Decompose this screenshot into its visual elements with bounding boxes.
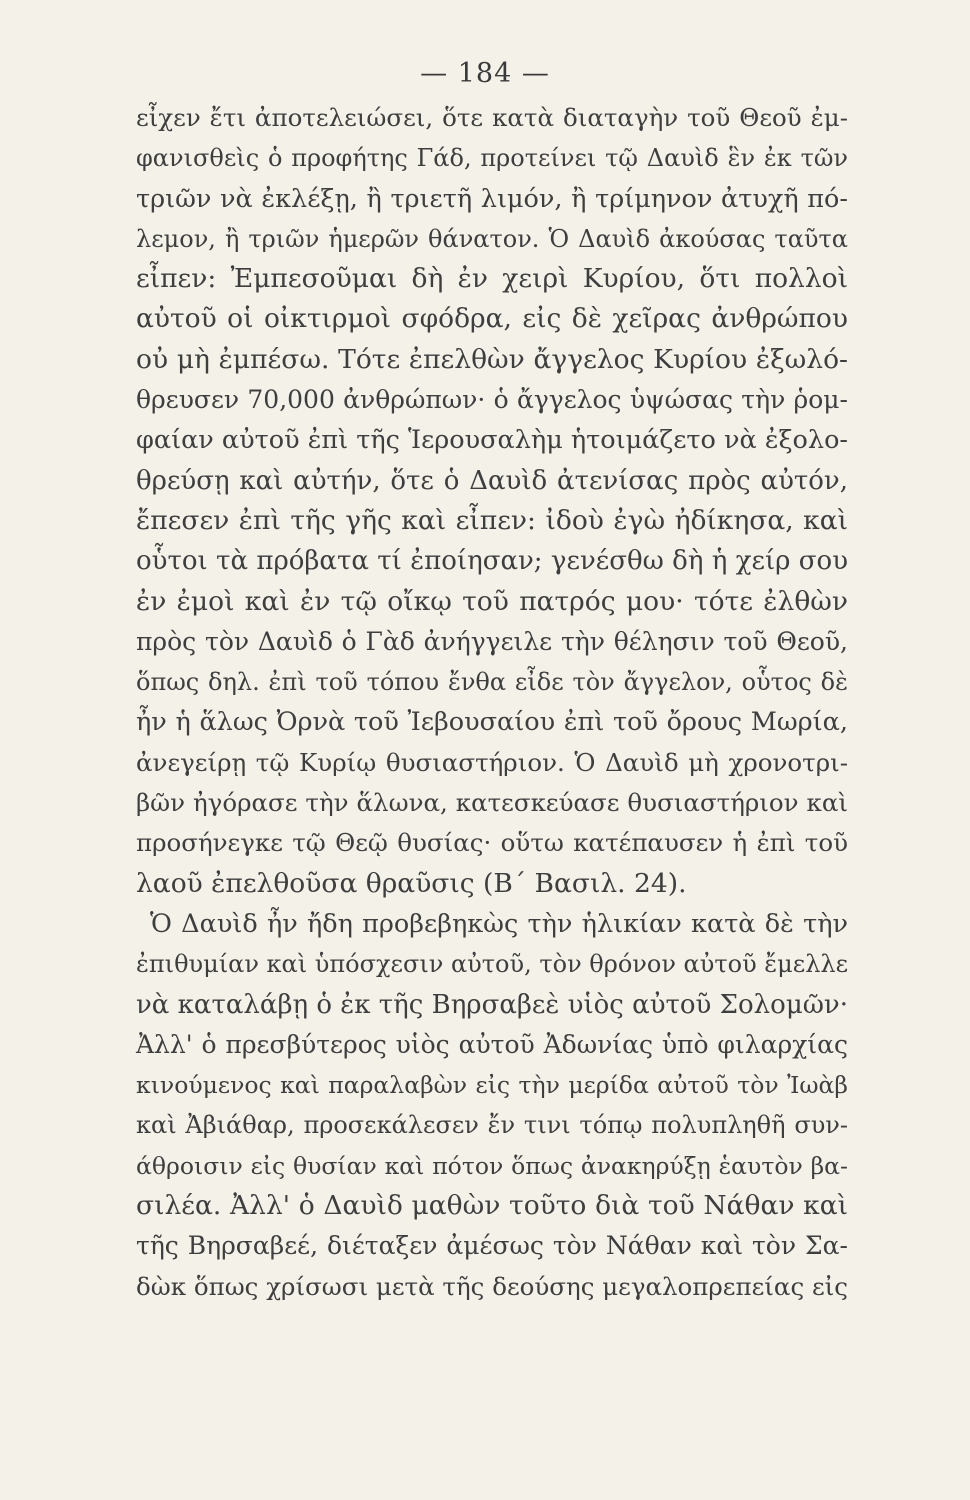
text-line: τριῶν νὰ ἐκλέξῃ, ἢ τριετῆ λιμόν, ἢ τρίμηνον ἀτυχῆ πό- bbox=[136, 183, 848, 214]
text-line: νὰ καταλάβῃ ὁ ἐκ τῆς Βηρσαβεὲ υἱὸς αὐτοῦ Σολομῶν· bbox=[136, 989, 848, 1020]
page-number: — 184 — bbox=[420, 58, 550, 89]
text-line: εἶχεν ἔτι ἀποτελειώσει, ὅτε κατὰ διαταγὴν τοῦ Θεοῦ ἐμ- bbox=[136, 103, 848, 132]
text-line: λεμον, ἢ τριῶν ἡμερῶν θάνατον. Ὁ Δαυὶδ ἀκούσας ταῦτα bbox=[136, 224, 848, 253]
text-line: βῶν ἠγόρασε τὴν ἅλωνα, κατεσκεύασε θυσιαστήριον καὶ bbox=[136, 788, 848, 818]
text-line: Ἀλλ' ὁ πρεσβύτερος υἱὸς αὐτοῦ Ἀδωνίας ὑπὸ φιλαρχίας bbox=[136, 1029, 848, 1059]
text-line: Ὁ Δαυὶδ ἦν ἤδη προβεβηκὼς τὴν ἡλικίαν κατὰ δὲ τὴν bbox=[150, 908, 848, 939]
text-line: ὅπως δηλ. ἐπὶ τοῦ τόπου ἔνθα εἶδε τὸν ἄγγελον, οὗτος δὲ bbox=[136, 668, 848, 697]
text-line: τῆς Βηρσαβεέ, διέταξεν ἀμέσως τὸν Νάθαν καὶ τὸν Σα- bbox=[136, 1231, 848, 1261]
text-line: φανισθεὶς ὁ προφήτης Γάδ, προτείνει τῷ Δαυὶδ ἓν ἐκ τῶν bbox=[136, 144, 848, 173]
text-line: αὐτοῦ οἱ οἰκτιρμοὶ σφόδρα, εἰς δὲ χεῖρας ἀνθρώπου bbox=[136, 303, 848, 335]
text-line: ἔπεσεν ἐπὶ τῆς γῆς καὶ εἶπεν: ἰδοὺ ἐγὼ ἠδίκησα, καὶ bbox=[136, 504, 848, 536]
text-line: ἦν ἡ ἅλως Ὀρνὰ τοῦ Ἰεβουσαίου ἐπὶ τοῦ ὄρους Μωρία, bbox=[136, 707, 848, 738]
text-line: προσήνεγκε τῷ Θεῷ θυσίας· οὕτω κατέπαυσεν ἡ ἐπὶ τοῦ bbox=[136, 828, 848, 858]
text-line: θρευσεν 70,000 ἀνθρώπων· ὁ ἄγγελος ὑψώσας τὴν ῥομ- bbox=[136, 385, 848, 415]
text-line: πρὸς τὸν Δαυὶδ ὁ Γὰδ ἀνήγγειλε τὴν θέλησιν τοῦ Θεοῦ, bbox=[136, 626, 848, 656]
text-line: σιλέα. Ἀλλ' ὁ Δαυὶδ μαθὼν τοῦτο διὰ τοῦ Νάθαν καὶ bbox=[136, 1190, 848, 1222]
text-line: θρεύσῃ καὶ αὐτήν, ὅτε ὁ Δαυὶδ ἀτενίσας πρὸς αὐτόν, bbox=[136, 465, 848, 496]
text-line: οὗτοι τὰ πρόβατα τί ἐποίησαν; γενέσθω δὴ ἡ χείρ σου bbox=[136, 546, 848, 577]
text-line: οὐ μὴ ἐμπέσω. Τότε ἐπελθὼν ἄγγελος Κυρίου ἐξωλό- bbox=[136, 343, 848, 375]
text-line: ἐπιθυμίαν καὶ ὑπόσχεσιν αὐτοῦ, τὸν θρόνον αὐτοῦ ἔμελλε bbox=[136, 950, 849, 979]
text-line: κινούμενος καὶ παραλαβὼν εἰς τὴν μερίδα αὐτοῦ τὸν Ἰωὰβ bbox=[136, 1071, 848, 1100]
text-line: ἀνεγείρῃ τῷ Κυρίῳ θυσιαστήριον. Ὁ Δαυὶδ μὴ χρονοτρι- bbox=[136, 747, 848, 777]
text-line: καὶ Ἀβιάθαρ, προσεκάλεσεν ἔν τινι τόπῳ πολυπληθῆ συν- bbox=[136, 1111, 848, 1140]
text-line: φαίαν αὐτοῦ ἐπὶ τῆς Ἱερουσαλὴμ ἡτοιμάζετο νὰ ἐξολο- bbox=[136, 425, 849, 456]
text-line: άθροισιν εἰς θυσίαν καὶ πότον ὅπως ἀνακηρύξῃ ἑαυτὸν βα- bbox=[136, 1151, 848, 1180]
text-line: εἶπεν: Ἐμπεσοῦμαι δὴ ἐν χειρὶ Κυρίου, ὅτι πολλοὶ bbox=[136, 263, 848, 295]
text-line: λαοῦ ἐπελθοῦσα θραῦσις (Β΄ Βασιλ. 24). bbox=[136, 867, 687, 899]
text-line: δὼκ ὅπως χρίσωσι μετὰ τῆς δεούσης μεγαλοπρεπείας εἰς bbox=[136, 1271, 848, 1301]
text-line: ἐν ἐμοὶ καὶ ἐν τῷ οἴκῳ τοῦ πατρός μου· τότε ἐλθὼν bbox=[136, 585, 848, 617]
body-text bbox=[136, 98, 848, 1307]
